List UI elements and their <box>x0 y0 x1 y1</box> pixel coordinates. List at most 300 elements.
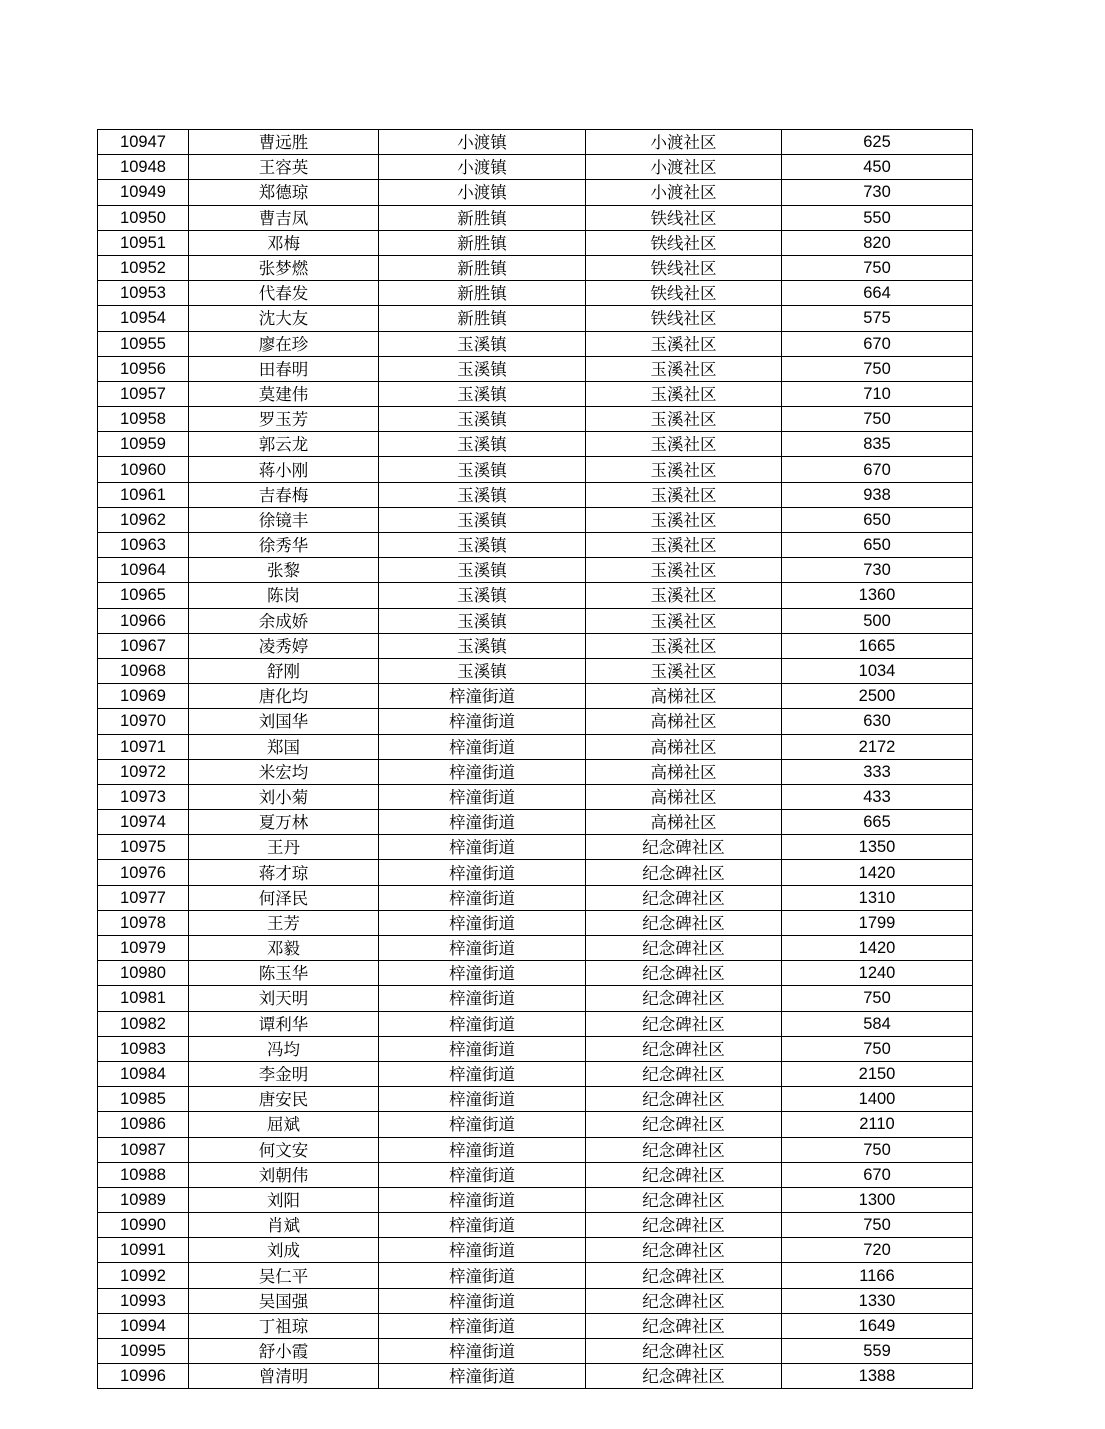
table-row <box>98 1011 973 1036</box>
row-id-cell: 10968 <box>98 658 189 683</box>
table-row <box>98 1112 973 1137</box>
row-id-cell: 10956 <box>98 356 189 381</box>
table-row <box>98 255 973 280</box>
table-row <box>98 407 973 432</box>
town-cell: 小渡镇 <box>379 180 586 205</box>
amount-cell: 730 <box>782 558 973 583</box>
row-id-cell: 10959 <box>98 432 189 457</box>
name-cell: 刘阳 <box>189 1187 379 1212</box>
amount-cell: 500 <box>782 608 973 633</box>
amount-cell: 750 <box>782 986 973 1011</box>
amount-cell: 1799 <box>782 910 973 935</box>
town-cell: 梓潼街道 <box>379 810 586 835</box>
table-row <box>98 1137 973 1162</box>
table-row <box>98 1339 973 1364</box>
town-cell: 小渡镇 <box>379 155 586 180</box>
row-id-cell: 10982 <box>98 1011 189 1036</box>
table-row <box>98 658 973 683</box>
amount-cell: 1350 <box>782 835 973 860</box>
town-cell: 梓潼街道 <box>379 986 586 1011</box>
name-cell: 廖在珍 <box>189 331 379 356</box>
row-id-cell: 10988 <box>98 1162 189 1187</box>
amount-cell: 750 <box>782 1213 973 1238</box>
name-cell: 刘国华 <box>189 709 379 734</box>
town-cell: 玉溪镇 <box>379 507 586 532</box>
town-cell: 梓潼街道 <box>379 961 586 986</box>
table-row <box>98 633 973 658</box>
amount-cell: 584 <box>782 1011 973 1036</box>
town-cell: 玉溪镇 <box>379 533 586 558</box>
table-row <box>98 306 973 331</box>
town-cell: 小渡镇 <box>379 130 586 155</box>
town-cell: 梓潼街道 <box>379 1187 586 1212</box>
town-cell: 玉溪镇 <box>379 457 586 482</box>
row-id-cell: 10960 <box>98 457 189 482</box>
row-id-cell: 10985 <box>98 1087 189 1112</box>
amount-cell: 450 <box>782 155 973 180</box>
community-cell: 纪念碑社区 <box>586 1162 782 1187</box>
amount-cell: 750 <box>782 356 973 381</box>
row-id-cell: 10963 <box>98 533 189 558</box>
table-row <box>98 1313 973 1338</box>
community-cell: 纪念碑社区 <box>586 1087 782 1112</box>
town-cell: 玉溪镇 <box>379 432 586 457</box>
town-cell: 新胜镇 <box>379 281 586 306</box>
amount-cell: 1360 <box>782 583 973 608</box>
row-id-cell: 10980 <box>98 961 189 986</box>
name-cell: 王容英 <box>189 155 379 180</box>
community-cell: 玉溪社区 <box>586 633 782 658</box>
name-cell: 何文安 <box>189 1137 379 1162</box>
community-cell: 纪念碑社区 <box>586 1112 782 1137</box>
town-cell: 新胜镇 <box>379 306 586 331</box>
town-cell: 玉溪镇 <box>379 482 586 507</box>
data-table <box>97 129 973 1389</box>
row-id-cell: 10973 <box>98 784 189 809</box>
community-cell: 纪念碑社区 <box>586 910 782 935</box>
table-row <box>98 961 973 986</box>
row-id-cell: 10974 <box>98 810 189 835</box>
amount-cell: 750 <box>782 1036 973 1061</box>
amount-cell: 1420 <box>782 860 973 885</box>
row-id-cell: 10979 <box>98 936 189 961</box>
community-cell: 纪念碑社区 <box>586 1263 782 1288</box>
town-cell: 梓潼街道 <box>379 759 586 784</box>
row-id-cell: 10947 <box>98 130 189 155</box>
name-cell: 郭云龙 <box>189 432 379 457</box>
community-cell: 纪念碑社区 <box>586 1238 782 1263</box>
name-cell: 何泽民 <box>189 885 379 910</box>
community-cell: 小渡社区 <box>586 130 782 155</box>
community-cell: 纪念碑社区 <box>586 1339 782 1364</box>
amount-cell: 2150 <box>782 1061 973 1086</box>
community-cell: 高梯社区 <box>586 759 782 784</box>
name-cell: 冯均 <box>189 1036 379 1061</box>
row-id-cell: 10958 <box>98 407 189 432</box>
name-cell: 丁祖琼 <box>189 1313 379 1338</box>
amount-cell: 1330 <box>782 1288 973 1313</box>
amount-cell: 550 <box>782 205 973 230</box>
community-cell: 纪念碑社区 <box>586 1213 782 1238</box>
table-row <box>98 1036 973 1061</box>
amount-cell: 1665 <box>782 633 973 658</box>
table-row <box>98 1162 973 1187</box>
name-cell: 陈岗 <box>189 583 379 608</box>
community-cell: 玉溪社区 <box>586 331 782 356</box>
table-row <box>98 784 973 809</box>
town-cell: 玉溪镇 <box>379 381 586 406</box>
amount-cell: 2110 <box>782 1112 973 1137</box>
town-cell: 梓潼街道 <box>379 936 586 961</box>
table-row <box>98 860 973 885</box>
amount-cell: 664 <box>782 281 973 306</box>
table-row <box>98 205 973 230</box>
amount-cell: 433 <box>782 784 973 809</box>
name-cell: 王丹 <box>189 835 379 860</box>
table-row <box>98 583 973 608</box>
name-cell: 郑国 <box>189 734 379 759</box>
amount-cell: 333 <box>782 759 973 784</box>
community-cell: 玉溪社区 <box>586 407 782 432</box>
row-id-cell: 10950 <box>98 205 189 230</box>
row-id-cell: 10948 <box>98 155 189 180</box>
row-id-cell: 10992 <box>98 1263 189 1288</box>
name-cell: 莫建伟 <box>189 381 379 406</box>
community-cell: 纪念碑社区 <box>586 1011 782 1036</box>
community-cell: 纪念碑社区 <box>586 1187 782 1212</box>
amount-cell: 820 <box>782 230 973 255</box>
table-row <box>98 1288 973 1313</box>
town-cell: 玉溪镇 <box>379 658 586 683</box>
town-cell: 玉溪镇 <box>379 558 586 583</box>
name-cell: 刘朝伟 <box>189 1162 379 1187</box>
town-cell: 梓潼街道 <box>379 1112 586 1137</box>
table-row <box>98 1087 973 1112</box>
town-cell: 梓潼街道 <box>379 910 586 935</box>
row-id-cell: 10949 <box>98 180 189 205</box>
community-cell: 高梯社区 <box>586 709 782 734</box>
town-cell: 新胜镇 <box>379 230 586 255</box>
community-cell: 纪念碑社区 <box>586 936 782 961</box>
amount-cell: 670 <box>782 1162 973 1187</box>
row-id-cell: 10972 <box>98 759 189 784</box>
row-id-cell: 10954 <box>98 306 189 331</box>
amount-cell: 559 <box>782 1339 973 1364</box>
name-cell: 唐化均 <box>189 684 379 709</box>
row-id-cell: 10989 <box>98 1187 189 1212</box>
amount-cell: 1649 <box>782 1313 973 1338</box>
amount-cell: 1300 <box>782 1187 973 1212</box>
amount-cell: 938 <box>782 482 973 507</box>
row-id-cell: 10995 <box>98 1339 189 1364</box>
table-row <box>98 281 973 306</box>
table-row <box>98 835 973 860</box>
name-cell: 吴国强 <box>189 1288 379 1313</box>
table-row <box>98 507 973 532</box>
table-row <box>98 885 973 910</box>
name-cell: 屈斌 <box>189 1112 379 1137</box>
table-row <box>98 155 973 180</box>
row-id-cell: 10976 <box>98 860 189 885</box>
row-id-cell: 10967 <box>98 633 189 658</box>
table-row <box>98 180 973 205</box>
town-cell: 玉溪镇 <box>379 356 586 381</box>
name-cell: 张梦燃 <box>189 255 379 280</box>
table-row <box>98 684 973 709</box>
row-id-cell: 10961 <box>98 482 189 507</box>
community-cell: 纪念碑社区 <box>586 885 782 910</box>
amount-cell: 750 <box>782 407 973 432</box>
row-id-cell: 10952 <box>98 255 189 280</box>
amount-cell: 750 <box>782 1137 973 1162</box>
table-row <box>98 936 973 961</box>
amount-cell: 1400 <box>782 1087 973 1112</box>
amount-cell: 625 <box>782 130 973 155</box>
amount-cell: 1420 <box>782 936 973 961</box>
town-cell: 梓潼街道 <box>379 1061 586 1086</box>
row-id-cell: 10970 <box>98 709 189 734</box>
community-cell: 玉溪社区 <box>586 381 782 406</box>
table-row <box>98 1213 973 1238</box>
row-id-cell: 10964 <box>98 558 189 583</box>
name-cell: 郑德琼 <box>189 180 379 205</box>
table-row <box>98 558 973 583</box>
table-row <box>98 709 973 734</box>
community-cell: 小渡社区 <box>586 180 782 205</box>
town-cell: 梓潼街道 <box>379 1364 586 1389</box>
name-cell: 罗玉芳 <box>189 407 379 432</box>
community-cell: 高梯社区 <box>586 784 782 809</box>
name-cell: 谭利华 <box>189 1011 379 1036</box>
amount-cell: 730 <box>782 180 973 205</box>
row-id-cell: 10966 <box>98 608 189 633</box>
town-cell: 梓潼街道 <box>379 1162 586 1187</box>
row-id-cell: 10981 <box>98 986 189 1011</box>
community-cell: 纪念碑社区 <box>586 986 782 1011</box>
name-cell: 李金明 <box>189 1061 379 1086</box>
table-body <box>98 130 973 1389</box>
community-cell: 铁线社区 <box>586 230 782 255</box>
row-id-cell: 10983 <box>98 1036 189 1061</box>
amount-cell: 710 <box>782 381 973 406</box>
amount-cell: 1166 <box>782 1263 973 1288</box>
name-cell: 米宏均 <box>189 759 379 784</box>
town-cell: 梓潼街道 <box>379 835 586 860</box>
row-id-cell: 10957 <box>98 381 189 406</box>
row-id-cell: 10990 <box>98 1213 189 1238</box>
town-cell: 玉溪镇 <box>379 583 586 608</box>
name-cell: 余成娇 <box>189 608 379 633</box>
amount-cell: 575 <box>782 306 973 331</box>
name-cell: 曹远胜 <box>189 130 379 155</box>
community-cell: 高梯社区 <box>586 734 782 759</box>
row-id-cell: 10987 <box>98 1137 189 1162</box>
table-row <box>98 1061 973 1086</box>
table-row <box>98 432 973 457</box>
row-id-cell: 10962 <box>98 507 189 532</box>
town-cell: 梓潼街道 <box>379 885 586 910</box>
amount-cell: 2172 <box>782 734 973 759</box>
community-cell: 纪念碑社区 <box>586 1364 782 1389</box>
amount-cell: 1388 <box>782 1364 973 1389</box>
name-cell: 田春明 <box>189 356 379 381</box>
table-row <box>98 533 973 558</box>
community-cell: 铁线社区 <box>586 255 782 280</box>
row-id-cell: 10953 <box>98 281 189 306</box>
amount-cell: 1034 <box>782 658 973 683</box>
community-cell: 纪念碑社区 <box>586 1313 782 1338</box>
town-cell: 玉溪镇 <box>379 331 586 356</box>
community-cell: 玉溪社区 <box>586 356 782 381</box>
town-cell: 梓潼街道 <box>379 709 586 734</box>
name-cell: 王芳 <box>189 910 379 935</box>
name-cell: 曹吉凤 <box>189 205 379 230</box>
town-cell: 梓潼街道 <box>379 1263 586 1288</box>
town-cell: 新胜镇 <box>379 205 586 230</box>
town-cell: 玉溪镇 <box>379 407 586 432</box>
community-cell: 玉溪社区 <box>586 482 782 507</box>
name-cell: 邓毅 <box>189 936 379 961</box>
row-id-cell: 10971 <box>98 734 189 759</box>
amount-cell: 670 <box>782 457 973 482</box>
table-row <box>98 1238 973 1263</box>
table-row <box>98 230 973 255</box>
row-id-cell: 10993 <box>98 1288 189 1313</box>
row-id-cell: 10969 <box>98 684 189 709</box>
community-cell: 高梯社区 <box>586 684 782 709</box>
table-row <box>98 810 973 835</box>
table-row <box>98 457 973 482</box>
community-cell: 铁线社区 <box>586 281 782 306</box>
row-id-cell: 10994 <box>98 1313 189 1338</box>
community-cell: 铁线社区 <box>586 306 782 331</box>
name-cell: 舒小霞 <box>189 1339 379 1364</box>
row-id-cell: 10996 <box>98 1364 189 1389</box>
name-cell: 吉春梅 <box>189 482 379 507</box>
community-cell: 纪念碑社区 <box>586 1137 782 1162</box>
community-cell: 纪念碑社区 <box>586 1288 782 1313</box>
community-cell: 玉溪社区 <box>586 608 782 633</box>
row-id-cell: 10955 <box>98 331 189 356</box>
community-cell: 玉溪社区 <box>586 432 782 457</box>
name-cell: 邓梅 <box>189 230 379 255</box>
town-cell: 梓潼街道 <box>379 1036 586 1061</box>
community-cell: 纪念碑社区 <box>586 860 782 885</box>
name-cell: 吴仁平 <box>189 1263 379 1288</box>
row-id-cell: 10984 <box>98 1061 189 1086</box>
name-cell: 肖斌 <box>189 1213 379 1238</box>
name-cell: 陈玉华 <box>189 961 379 986</box>
row-id-cell: 10975 <box>98 835 189 860</box>
amount-cell: 2500 <box>782 684 973 709</box>
table-row <box>98 1187 973 1212</box>
table-row <box>98 910 973 935</box>
community-cell: 铁线社区 <box>586 205 782 230</box>
name-cell: 刘天明 <box>189 986 379 1011</box>
community-cell: 纪念碑社区 <box>586 835 782 860</box>
town-cell: 梓潼街道 <box>379 1339 586 1364</box>
town-cell: 梓潼街道 <box>379 1238 586 1263</box>
town-cell: 梓潼街道 <box>379 784 586 809</box>
town-cell: 梓潼街道 <box>379 1087 586 1112</box>
amount-cell: 835 <box>782 432 973 457</box>
amount-cell: 1240 <box>782 961 973 986</box>
community-cell: 玉溪社区 <box>586 507 782 532</box>
community-cell: 高梯社区 <box>586 810 782 835</box>
table-row <box>98 1263 973 1288</box>
table-row <box>98 759 973 784</box>
town-cell: 梓潼街道 <box>379 860 586 885</box>
name-cell: 舒刚 <box>189 658 379 683</box>
town-cell: 玉溪镇 <box>379 633 586 658</box>
table-row <box>98 482 973 507</box>
community-cell: 纪念碑社区 <box>586 1036 782 1061</box>
table-row <box>98 608 973 633</box>
town-cell: 新胜镇 <box>379 255 586 280</box>
name-cell: 蒋小刚 <box>189 457 379 482</box>
town-cell: 梓潼街道 <box>379 684 586 709</box>
community-cell: 玉溪社区 <box>586 558 782 583</box>
town-cell: 梓潼街道 <box>379 1213 586 1238</box>
table-row <box>98 356 973 381</box>
amount-cell: 1310 <box>782 885 973 910</box>
town-cell: 梓潼街道 <box>379 734 586 759</box>
table-row <box>98 331 973 356</box>
community-cell: 小渡社区 <box>586 155 782 180</box>
name-cell: 曾清明 <box>189 1364 379 1389</box>
name-cell: 张黎 <box>189 558 379 583</box>
amount-cell: 650 <box>782 533 973 558</box>
community-cell: 纪念碑社区 <box>586 1061 782 1086</box>
row-id-cell: 10951 <box>98 230 189 255</box>
name-cell: 徐秀华 <box>189 533 379 558</box>
row-id-cell: 10991 <box>98 1238 189 1263</box>
row-id-cell: 10986 <box>98 1112 189 1137</box>
town-cell: 梓潼街道 <box>379 1011 586 1036</box>
town-cell: 梓潼街道 <box>379 1137 586 1162</box>
name-cell: 徐镜丰 <box>189 507 379 532</box>
name-cell: 凌秀婷 <box>189 633 379 658</box>
town-cell: 梓潼街道 <box>379 1288 586 1313</box>
community-cell: 玉溪社区 <box>586 533 782 558</box>
row-id-cell: 10965 <box>98 583 189 608</box>
amount-cell: 630 <box>782 709 973 734</box>
name-cell: 夏万林 <box>189 810 379 835</box>
amount-cell: 650 <box>782 507 973 532</box>
table-row <box>98 130 973 155</box>
row-id-cell: 10977 <box>98 885 189 910</box>
name-cell: 沈大友 <box>189 306 379 331</box>
amount-cell: 670 <box>782 331 973 356</box>
town-cell: 梓潼街道 <box>379 1313 586 1338</box>
community-cell: 纪念碑社区 <box>586 961 782 986</box>
amount-cell: 750 <box>782 255 973 280</box>
name-cell: 刘小菊 <box>189 784 379 809</box>
name-cell: 代春发 <box>189 281 379 306</box>
name-cell: 唐安民 <box>189 1087 379 1112</box>
name-cell: 刘成 <box>189 1238 379 1263</box>
table-row <box>98 381 973 406</box>
amount-cell: 665 <box>782 810 973 835</box>
table-row <box>98 1364 973 1389</box>
name-cell: 蒋才琼 <box>189 860 379 885</box>
amount-cell: 720 <box>782 1238 973 1263</box>
community-cell: 玉溪社区 <box>586 658 782 683</box>
row-id-cell: 10978 <box>98 910 189 935</box>
town-cell: 玉溪镇 <box>379 608 586 633</box>
community-cell: 玉溪社区 <box>586 457 782 482</box>
community-cell: 玉溪社区 <box>586 583 782 608</box>
